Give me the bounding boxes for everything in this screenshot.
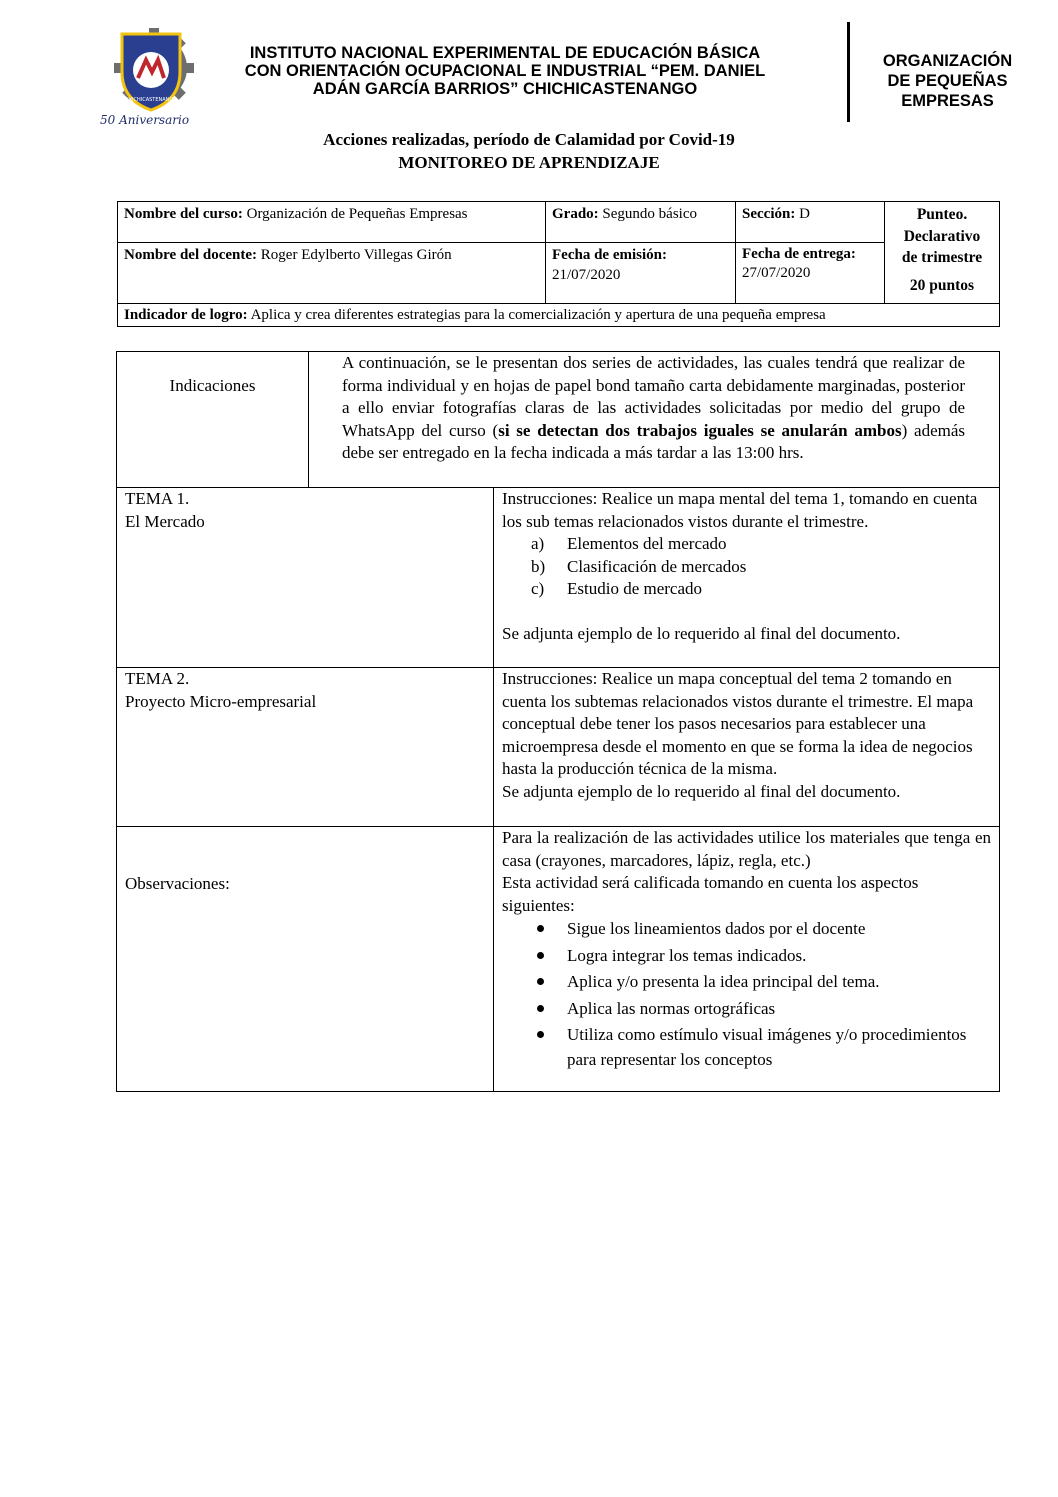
score-cell xyxy=(884,201,1000,304)
issue-date-label: Fecha de emisión: xyxy=(552,247,667,263)
observations-text-cell xyxy=(493,826,1000,1092)
teacher-label: Nombre del docente: xyxy=(124,247,258,263)
score-line: Punteo. xyxy=(916,206,968,223)
observations-label-cell xyxy=(116,826,494,1092)
bullet-icon xyxy=(537,1005,544,1012)
subject-title xyxy=(860,51,1035,111)
tema1-subtopics xyxy=(502,533,991,601)
indications-label-cell xyxy=(116,351,309,488)
list-item xyxy=(567,997,991,1022)
bullet-icon xyxy=(537,952,544,959)
institution-name xyxy=(205,44,805,98)
bullet-icon xyxy=(537,978,544,985)
observations-criteria-intro: Esta actividad será calificada tomando en cuenta los aspectos siguientes: xyxy=(502,873,919,915)
institution-line: INSTITUTO NACIONAL EXPERIMENTAL DE EDUCACIÓN BÁSICA xyxy=(249,44,761,62)
tema2-title: TEMA 2. xyxy=(125,669,190,688)
list-item xyxy=(567,944,991,969)
list-item xyxy=(531,533,991,556)
tema2-instructions-cell xyxy=(493,667,1000,827)
indications-label: Indicaciones xyxy=(169,376,256,395)
bullet-icon xyxy=(537,1031,544,1038)
tema2-instructions: Instrucciones: Realice un mapa conceptual del tema 2 tomando en cuenta los subtemas relacionados vistos durante el trimestre. El mapa conceptual debe tener los pasos necesarios para establecer una microempresa desde el momento en que se forma la idea de negocios hasta la producción técnica de la misma. xyxy=(502,669,974,778)
section-label: Sección: xyxy=(742,206,796,222)
tema1-instructions-cell xyxy=(493,487,1000,668)
delivery-date-label: Fecha de entrega: xyxy=(742,246,856,262)
school-logo xyxy=(92,22,210,130)
grade-value: Segundo básico xyxy=(602,206,697,222)
list-item-text: Estudio de mercado xyxy=(567,579,703,598)
list-item-text: Utiliza como estímulo visual imágenes y/o procedimientos para representar los conceptos xyxy=(567,1025,967,1069)
indications-text-end: ) además debe ser entregado en la fecha indicada a más tardar a las 13:00 hrs. xyxy=(342,420,966,462)
indicator-cell xyxy=(117,303,1000,327)
list-item xyxy=(567,917,991,942)
tema2-title-cell xyxy=(116,667,494,827)
list-item-text: Sigue los lineamientos dados por el docente xyxy=(567,919,866,938)
teacher-value: Roger Edylberto Villegas Girón xyxy=(260,247,452,263)
tema2-note: Se adjunta ejemplo de lo requerido al final del documento. xyxy=(502,781,901,801)
subject-line: ORGANIZACIÓN xyxy=(882,52,1013,70)
section-value: D xyxy=(799,206,810,222)
list-marker: c) xyxy=(531,579,545,598)
institution-line: ADÁN GARCÍA BARRIOS” CHICHICASTENANGO xyxy=(312,80,698,98)
list-marker: a) xyxy=(531,534,545,553)
list-item xyxy=(567,1023,991,1072)
list-item xyxy=(531,578,991,601)
grade-label: Grado: xyxy=(552,206,599,222)
svg-text:CHICHICASTENANGO: CHICHICASTENANGO xyxy=(124,97,178,103)
subject-line: EMPRESAS xyxy=(901,92,994,110)
list-item xyxy=(531,556,991,579)
observations-materials: Para la realización de las actividades utilice los materiales que tenga en casa (crayones, marcadores, lápiz, regla, etc.) xyxy=(502,828,991,870)
subject-line: DE PEQUEÑAS xyxy=(887,72,1008,90)
score-points: 20 puntos xyxy=(909,276,975,294)
tema1-note: Se adjunta ejemplo de lo requerido al final del documento. xyxy=(502,623,901,643)
tema2-subtitle: Proyecto Micro-empresarial xyxy=(125,691,317,711)
criteria-list xyxy=(502,917,991,1072)
teacher-cell xyxy=(117,242,546,304)
course-cell xyxy=(117,201,546,243)
tema1-subtitle: El Mercado xyxy=(125,511,205,531)
institution-line: CON ORIENTACIÓN OCUPACIONAL E INDUSTRIAL “PEM. DANIEL xyxy=(244,62,766,80)
tema1-title: TEMA 1. xyxy=(125,489,190,508)
score-line: Declarativo xyxy=(903,227,981,245)
list-item-text: Aplica y/o presenta la idea principal del tema. xyxy=(567,972,880,991)
list-item-text: Aplica las normas ortográficas xyxy=(567,998,776,1018)
indicator-label: Indicador de logro: xyxy=(124,307,248,323)
delivery-date-cell xyxy=(735,242,885,304)
list-item-text: Elementos del mercado xyxy=(567,534,727,553)
bullet-icon xyxy=(537,925,544,932)
list-item-text: Clasificación de mercados xyxy=(567,556,747,576)
list-item-text: Logra integrar los temas indicados. xyxy=(567,945,807,965)
tema1-instructions: Instrucciones: Realice un mapa mental del tema 1, tomando en cuenta los sub temas relacionados vistos durante el trimestre. xyxy=(502,489,978,531)
header-divider xyxy=(847,22,850,122)
indicator-value: Aplica y crea diferentes estrategias para la comercialización y apertura de una pequeña empresa xyxy=(250,307,826,323)
observations-label: Observaciones: xyxy=(125,874,230,893)
course-label: Nombre del curso: xyxy=(124,206,243,222)
actions-title: Acciones realizadas, período de Calamidad por Covid-19 xyxy=(323,130,735,149)
section-cell xyxy=(735,201,885,243)
issue-date-cell xyxy=(545,242,736,304)
issue-date-value: 21/07/2020 xyxy=(552,267,621,283)
monitoring-title: MONITOREO DE APRENDIZAJE xyxy=(398,153,660,172)
tema1-title-cell xyxy=(116,487,494,668)
grade-cell xyxy=(545,201,736,243)
course-value: Organización de Pequeñas Empresas xyxy=(246,206,468,222)
indications-text: A continuación, se le presentan dos series de actividades, las cuales tendrá que realizar de forma individual y en hojas de papel bond tamaño carta debidamente marginadas, posterior a ello enviar fotografías claras de las actividades solicitadas por medio del grupo de WhatsApp del curso ( xyxy=(342,353,965,440)
list-item xyxy=(567,970,991,995)
score-line: de trimestre xyxy=(901,249,983,266)
svg-text:50 Aniversario: 50 Aniversario xyxy=(100,113,190,127)
delivery-date-value: 27/07/2020 xyxy=(742,265,811,281)
indications-warning: si se detectan dos trabajos iguales se anularán ambos xyxy=(498,420,902,440)
list-marker: b) xyxy=(531,556,546,576)
indications-text-cell xyxy=(308,351,1000,488)
